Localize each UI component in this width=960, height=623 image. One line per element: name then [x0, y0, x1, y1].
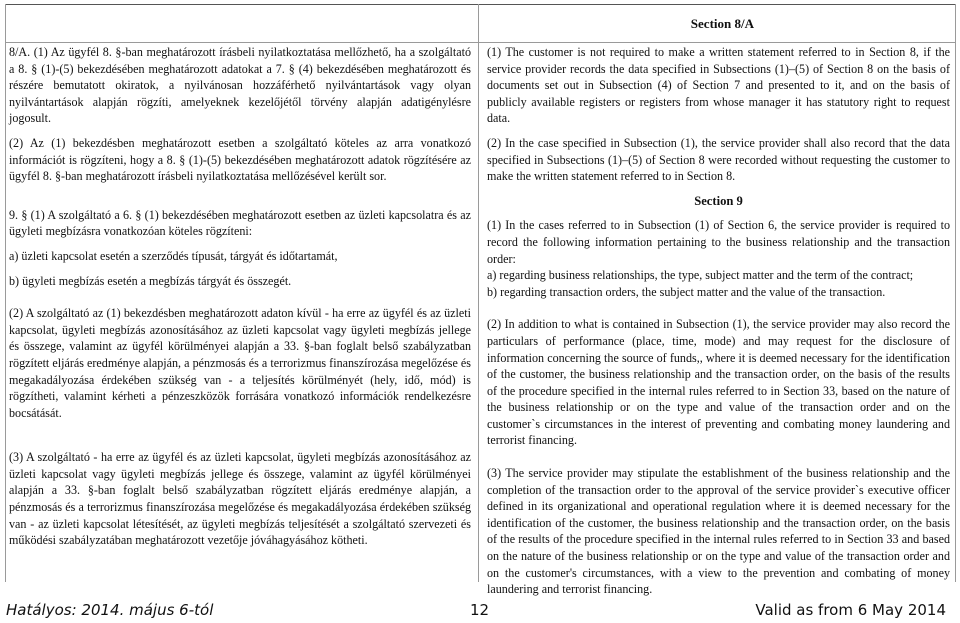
top-rule: [5, 4, 956, 5]
en-9-paragraph-3: (3) The service provider may stipulate the establishment of the business relationship and the completion of the transaction order to the approval of the service provider`s executive officer defined in its organizational and operational regulation where it is deemed necessary for the identification of the customer, the business relationship and the transaction order, on the basis of the results of the procedure specified in the internal rules referred to in Section 33 and based on the nature of the business relationship or on the type and value of the transaction order and on the customer's circumstances, with a view to the prevention and combating of money laundering and terrorist financing.: [487, 466, 950, 597]
en-9-item-a: a) regarding business relationships, the type, subject matter and the term of the contract;: [487, 268, 914, 283]
hu-9-item-b: b) ügyleti megbízás esetén a megbízás tárgyát és összegét.: [9, 273, 292, 288]
en-8a-paragraph-2: (2) In the case specified in Subsection (1), the service provider shall also record that the data specified in Subsections (1)–(5) of Section 8 were recorded without requesting the customer to make the written statement referred to in Section 8.: [487, 135, 950, 184]
section-8a-title: Section 8/A: [690, 16, 754, 31]
page-number: 12: [470, 601, 490, 619]
hu-9-item-a: a) üzleti kapcsolat esetén a szerződés típusát, tárgyát és időtartamát,: [9, 248, 338, 263]
english-column: [487, 42, 950, 598]
footer-effective-date-hu: Hatályos: 2014. május 6-tól: [6, 601, 214, 619]
hu-9-paragraph-1: 9. § (1) A szolgáltató a 6. § (1) bekezdésében meghatározott esetben az üzleti kapcsolatra és az ügyleti megbízásra vonatkozóan köteles rögzíteni:: [9, 207, 471, 239]
column-divider: [478, 4, 479, 582]
hu-8a-paragraph-1: 8/A. (1) Az ügyfél 8. §-ban meghatározott írásbeli nyilatkoztatása mellőzhető, ha a szolgáltató a 8. § (1)-(5) bekezdésében meghatározott adatokat a 7. § (4) bekezdésében meghatározott és részére bemutatott okiratok, a nyilvánosan hozzáférhető nyilvántartások vagy olyan nyilvántartások alapján rögzíti, amelyeknek kezelőjétől törvény alapján adatigénylésre jogosult.: [9, 45, 471, 126]
hu-9-paragraph-2: (2) A szolgáltató az (1) bekezdésben meghatározott adaton kívül - ha erre az ügyfél és az üzleti kapcsolat, ügyleti megbízás azonosításához az üzleti kapcsolat vagy ügyleti megbízás jellege és összege, valamint az ügyfél körülményei alapján a 33. §-ban foglalt belső szabályzatban rögzített eljárás eredménye alapján, a pénzmosás és a terrorizmus finanszírozása megelőzése és megakadályozása érdekében szükség van - a teljesítés körülményét (hely, idő, mód) is rögzítheti, valamint kérheti a pénzeszközök forrására vonatkozó információk rendelkezésre bocsátását.: [9, 306, 471, 420]
section-9-title: Section 9: [694, 193, 743, 208]
footer-effective-date-en: Valid as from 6 May 2014: [755, 601, 946, 619]
hu-8a-paragraph-2: (2) Az (1) bekezdésben meghatározott esetben a szolgáltató köteles az arra vonatkozó információt is rögzíteni, hogy a 8. § (1)-(5) bekezdésében meghatározott adatok rögzítésére az ügyfél 8. §-ban meghatározott írásbeli nyilatkoztatása mellőzésével került sor.: [9, 135, 471, 184]
en-9-paragraph-2: (2) In addition to what is contained in Subsection (1), the service provider may also record the particulars of performance (place, time, mode) and may request for the disclosure of information concerning the source of funds,, where it is deemed necessary for the identification of the customer, the business relationship and the transaction order, on the basis of the results of the procedure specified in the internal rules referred to in Section 33, based on the nature of the business relationship or on the type and value of the transaction order and on the customer`s circumstances in the interest of preventing and combating money laundering and terrorist financing.: [487, 317, 950, 448]
right-border: [955, 4, 956, 582]
en-9-item-b: b) regarding transaction orders, the subject matter and the value of the transaction.: [487, 284, 886, 299]
hungarian-column: [9, 42, 471, 549]
en-9-paragraph-1: (1) In the cases referred to in Subsection (1) of Section 6, the service provider is required to record the following information pertaining to the business relationship and the transaction order:: [487, 218, 950, 266]
left-border: [5, 4, 6, 582]
hu-9-paragraph-3: (3) A szolgáltató - ha erre az ügyfél és az üzleti kapcsolat, ügyleti megbízás azonosításához az üzleti kapcsolat vagy ügyleti megbízás jellege és összege, valamint az ügyfél körülményei alapján a 33. §-ban foglalt belső szabályzatban rögzített eljárás eredménye alapján, a pénzmosás és a terrorizmus finanszírozása megelőzése és megakadályozása érdekében szükség van - az üzleti kapcsolat létesítését, az ügyleti megbízás teljesítését a szolgáltató szervezeti és működési szabályzatában meghatározott vezetője jóváhagyásához kötheti.: [9, 450, 471, 548]
en-8a-paragraph-1: (1) The customer is not required to make a written statement referred to in Section 8, if the service provider records the data specified in Subsections (1)–(5) of Section 8 on the basis of documents set out in Subsection (4) of Section 7 and presented to it, and on the basis of publicly available registers or registers from whose manager it has statutory right to request data.: [487, 45, 950, 126]
